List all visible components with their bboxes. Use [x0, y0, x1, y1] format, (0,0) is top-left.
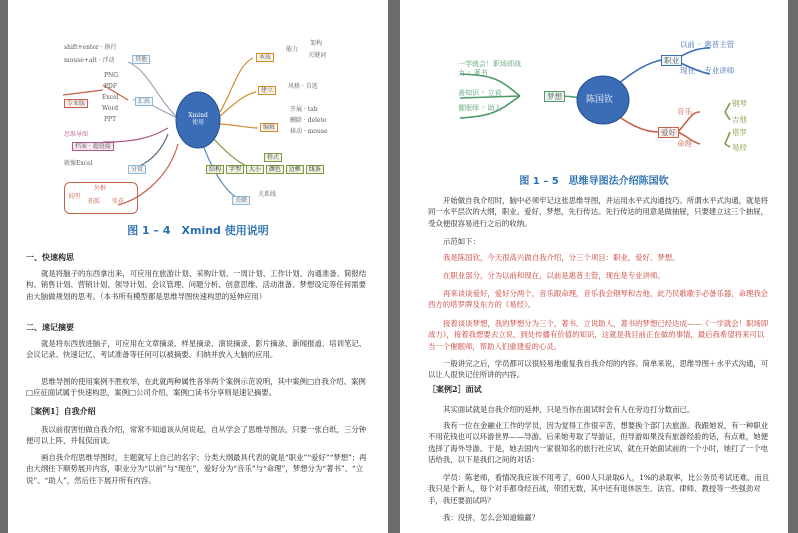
- case1-body-2: 画自我介绍思维导图时，主题就写上自己的名字；分类大纲最具代表的就是“职业”“爱好”“梦想”；再由大纲往下顺势展开内容，职业分为“以前”与“现在”，爱好分为“音乐”与“命理”，梦想分为“著书”、“立说”、“助人”，然后往下展开所有内容。: [26, 453, 367, 485]
- node-dream: 梦想: [544, 91, 565, 102]
- node-now: 现在 ◦ 专业讲师: [680, 66, 735, 75]
- para-student-story: 我有一位在金融业工作的学员，因为觉得工作很辛苦，想要换个部门去旅游。我跟她说，有一种职业不用花钱也可以环游世界——导游。后来她考取了导游证，但导游如果没有旅游经验的话，有点难，她便选择了海外导游。于是，她去国内一家很知名的旅行社应试，就在开始面试前的一个小时，她打了一个电话给我，以下是我们之间的对话：: [428, 421, 769, 465]
- node-professional: 专业版: [64, 99, 88, 108]
- node-other: 其他: [132, 55, 150, 64]
- format-line: 线条: [306, 165, 324, 174]
- fate-tarot: 塔罗: [732, 128, 747, 137]
- node-keyword: 关键词: [308, 52, 327, 59]
- node-help: 催眠师 ◦ 助人: [458, 104, 502, 112]
- section-quick-ideation-body: 就是将脑子的东西拿出来，可应用在旅游计划、采购计划、一周计划、工作计划、沟通准备、简报结构、销售计划、营销计划、领导计划、会议管理、问题分析、创意思维、活动准备、梦想设定等任何需要由大脑做规划的思考。（本书所有模型都是思维导图快速构思的延伸应用）: [26, 269, 367, 301]
- format-pdf: PDF: [104, 83, 118, 90]
- fate-iching: 易经: [732, 143, 747, 152]
- section-summary-title: 二、速记摘要: [26, 322, 74, 332]
- node-hobby: 爱好: [658, 127, 679, 138]
- page-right: [400, 0, 788, 533]
- section-quick-ideation-title: 一、快速构思: [26, 252, 74, 262]
- node-boundary: 档案 · 超链接: [72, 142, 114, 151]
- demo-line-2: 在职业部分，分为以前和现在，以前是惠普主管，现在是专业讲师。: [443, 271, 665, 280]
- node-export: 汇出: [135, 97, 153, 106]
- node-relation: 关联: [232, 196, 250, 205]
- format-font: 字型: [226, 165, 244, 174]
- para-demo-label: 示范如下：: [443, 237, 480, 246]
- node-theory: 善知识 ◦ 立说: [458, 89, 502, 97]
- figure-caption-1-4: 图 1 – 4 Xmind 使用说明: [127, 224, 269, 237]
- edit-move: 移动 · mouse: [290, 128, 328, 135]
- music-piano: 钢琴: [732, 99, 747, 108]
- music-guitar: 吉他: [732, 115, 747, 124]
- node-before: 以前 ◦ 惠普主管: [680, 40, 735, 49]
- case1-title: ［案例1］自我介绍: [26, 406, 96, 416]
- node-excel: 就像Excel: [64, 160, 93, 167]
- demo-line-1: 我是陈国钦，今天很高兴做自我介绍，分三个项目：职业、爱好、梦想。: [443, 253, 680, 262]
- format-border: 边框: [286, 165, 304, 174]
- figure-caption-1-5: 图 1 – 5 思维导图法介绍陈国钦: [519, 176, 669, 187]
- format-excel: Excel: [102, 94, 119, 101]
- node-build: 建立: [258, 86, 276, 95]
- node-book: 一学就会！职场即战力 ◦ 著书: [458, 60, 521, 77]
- format-png: PNG: [104, 72, 119, 79]
- shortcut-float: mouse+alt · 浮动: [64, 57, 115, 64]
- node-thinking: 思维导图: [64, 131, 89, 138]
- format-items: [206, 166, 324, 174]
- self-intro-mindmap: [400, 0, 788, 170]
- section-summary-body-2: 思维导图的使用案例不胜枚举，在此就两种属性各举两个案例示范说明，其中案例□自我介绍、案例□应征面试属于快速构思，案例□公司介绍，案例□读书分享则是速记摘要。: [26, 377, 366, 398]
- format-ppt: PPT: [104, 116, 117, 123]
- edit-delete: 删除 · delete: [290, 117, 327, 124]
- format-word: Word: [102, 105, 119, 112]
- node-edit: 编辑: [260, 123, 278, 132]
- para-summary: 一般讲完之后，学员都可以很轻易地重复我自我介绍的内容。简单来说，思维导图＋水平式沟通，可以让人很快记住所讲的内容。: [428, 359, 769, 380]
- format-structure: 结构: [206, 165, 224, 174]
- node-fate: 命理: [677, 139, 692, 148]
- center-node-label: Xmind 使用: [188, 112, 208, 126]
- node-style: 风格 · 自选: [288, 83, 318, 90]
- para-interview-intro: 其实面试就是自我介绍的延伸，只是当你在面试时会有人在旁边打分数而已。: [443, 405, 695, 414]
- demo-line-3: 再来谈谈爱好，爱好分两个，音乐跟命理，音乐我会钢琴和吉他，此乃民歌歌手必备乐器，命理我会西方的塔罗牌及东方的《易经》。: [428, 289, 769, 310]
- format-color: 颜色: [266, 165, 284, 174]
- node-custom: 张花: [112, 198, 125, 205]
- demo-line-4: 接着谈谈梦想，我的梦想分为三个，著书、立说助人，著书的梦想已经达成——《一学就会！职场即战力》，接着我想要去立说，到处传播有价值的知识，这就是我目前正在做的事情，最后我希望将来可以当一个催眠师，帮助人们重建爱的心灵。: [428, 319, 769, 351]
- case2-title: ［案例2］面试: [428, 384, 482, 394]
- shortcut-newline: shift+enter · 换行: [64, 44, 117, 51]
- page-left: [8, 0, 388, 533]
- node-music: 音乐: [677, 107, 692, 116]
- section-summary-body-1: 就是将东西放进脑子，可应用在文章摘录、样星摘录、演说摘录、影片摘录、新闻报道、培训笔记、会议记录、快速记忆、考试准备等任何可以被摘要、归纳并放入大脑的应用。: [26, 339, 367, 360]
- node-arch: 架构: [310, 40, 323, 47]
- node-ability: 能力: [286, 46, 299, 53]
- para-student-dialogue: 学员：陈老师，看情况我应该不用考了，600人只录取6人，1%的录取率，比公务员考试还难，而且我只是个新人，每个对手都身经百战，带团无数，其中还有退休医生、法官、律师、教授等一些强劲对手，我还要面试吗？: [428, 473, 770, 505]
- case1-body-1: 我以前很害怕做自我介绍，常常不知道该从何说起，自从学会了思维导图法，只要一张白纸，三分钟便可以上阵，并侃侃而谈。: [26, 425, 367, 446]
- node-format: 格式: [264, 153, 282, 162]
- node-outer: 外框: [94, 185, 107, 192]
- format-size: 大小: [246, 165, 264, 174]
- node-share: 分页: [128, 165, 146, 174]
- node-note: 说明: [68, 193, 81, 200]
- node-career: 职业: [661, 55, 682, 66]
- center-node-label: 陈国钦: [586, 95, 614, 105]
- node-drag: 拓弧: [88, 198, 101, 205]
- para-intro-technique: 开始做自我介绍时，脑中必须牢记这张思维导图，并运用水平式沟通技巧。所谓水平式沟通，就是将同一水平层次的大纲，职业、爱好、梦想，先行传达。先行传达的用意是做抽屉，只要建立这三个抽屉，受众便很容易进行之后的收纳。: [428, 196, 769, 228]
- node-essence: 本质: [256, 53, 274, 62]
- node-relation-note: 关系线: [258, 191, 277, 198]
- edit-expand: 开展 · tab: [290, 106, 318, 113]
- para-teacher-reply: 我：没拼，怎么会知道输赢？: [443, 513, 540, 522]
